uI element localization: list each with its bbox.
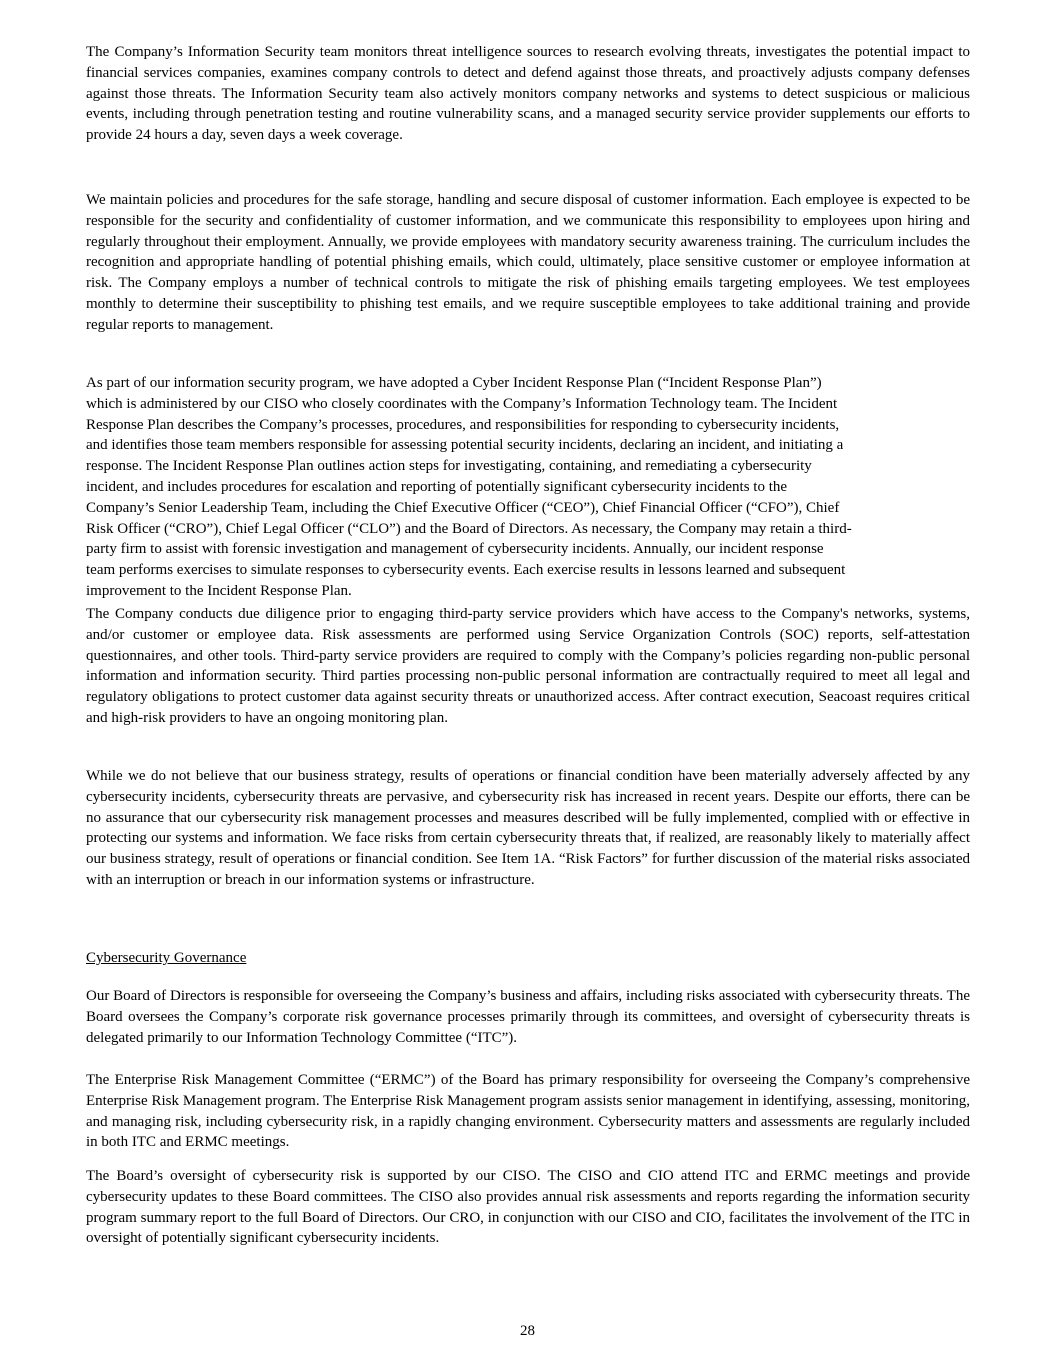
text-line: Company’s Senior Leadership Team, including the Chief Executive Officer (“CEO”), Chief Financial Officer (“CFO”), Chief: [86, 499, 840, 516]
paragraph-customer-information-policies: We maintain policies and procedures for the safe storage, handling and secure disposal of customer information. Each employee is expected to be responsible for the security and confidentiality of customer information, and we communicate this responsibility to employees upon hiring and regularly throughout their employment. Annually, we provide employees with mandatory security awareness training. The curriculum includes the recognition and appropriate handling of potential phishing emails, which could, ultimately, place sensitive customer or employee information at risk. The Company employs a number of technical controls to mitigate the risk of phishing emails targeting employees. We test employees monthly to determine their susceptibility to phishing test emails, and we require susceptible employees to take additional training and provide regular reports to management.: [86, 192, 970, 333]
text-line: Risk Officer (“CRO”), Chief Legal Officer (“CLO”) and the Board of Directors. As necessary, the Company may retain a third-: [86, 520, 852, 537]
text-line: team performs exercises to simulate responses to cybersecurity events. Each exercise results in lessons learned and subsequent: [86, 562, 846, 579]
text-line: improvement to the Incident Response Plan.: [86, 582, 352, 599]
paragraph-ciso-support: The Board’s oversight of cybersecurity risk is supported by our CISO. The CISO and CIO attend ITC and ERMC meetings and provide cybersecurity updates to these Board committees. The CISO also provides annual risk assessments and reports regarding the information security program summary report to the full Board of Directors. Our CRO, in conjunction with our CISO and CIO, facilitates the involvement of the ITC in oversight of potentially significant cybersecurity incidents.: [86, 1168, 970, 1247]
paragraph-threat-monitoring: The Company’s Information Security team monitors threat intelligence sources to research evolving threats, investigates the potential impact to financial services companies, examines company controls to detect and defend against those threats, and proactively adjusts company defenses against those threats. The Information Security team also actively monitors company networks and systems to detect suspicious or malicious events, including through penetration testing and routine vulnerability scans, and a managed security service provider supplements our efforts to provide 24 hours a day, seven days a week coverage.: [86, 44, 970, 144]
section-heading-cybersecurity-governance: Cybersecurity Governance: [86, 950, 247, 966]
paragraph-third-party-due-diligence: The Company conducts due diligence prior to engaging third-party service providers which have access to the Company's networks, systems, and/or customer or employee data. Risk assessments are performed using Service Organization Controls (SOC) reports, self-attestation questionnaires, and other tools. Third-party service providers are required to comply with the Company’s policies regarding non-public personal information and information security. Third parties processing non-public personal information are contractually required to meet all legal and regulatory obligations to protect customer data against security threats or unauthorized access. After contract execution, Seacoast requires critical and high-risk providers to have an ongoing monitoring plan.: [86, 606, 970, 726]
paragraph-board-oversight: Our Board of Directors is responsible for overseeing the Company’s business and affairs, including risks associated with cybersecurity threats. The Board oversees the Company’s corporate risk governance processes primarily through its committees, and oversight of cybersecurity threats is delegated primarily to our Information Technology Committee (“ITC”).: [86, 988, 970, 1046]
page-number: 28: [520, 1323, 535, 1339]
paragraph-ermc: The Enterprise Risk Management Committee (“ERMC”) of the Board has primary responsibility for overseeing the Company’s comprehensive Enterprise Risk Management program. The Enterprise Risk Management program assists senior management in identifying, assessing, monitoring, and managing risk, including cybersecurity risk, in a rapidly changing environment. Cybersecurity matters and assessments are regularly included in both ITC and ERMC meetings.: [86, 1072, 970, 1151]
text-line: Response Plan describes the Company’s processes, procedures, and responsibilities for responding to cybersecurity incidents,: [86, 416, 840, 433]
text-line: and identifies those team members responsible for assessing potential security incidents, declaring an incident, and initiating a: [86, 437, 844, 454]
text-line: As part of our information security program, we have adopted a Cyber Incident Response Plan (“Incident Response Plan”): [86, 375, 822, 391]
paragraph-risk-statement: While we do not believe that our business strategy, results of operations or financial condition have been materially adversely affected by any cybersecurity incidents, cybersecurity threats are pervasive, and cybersecurity risk has increased in recent years. Despite our efforts, there can be no assurance that our cybersecurity risk management processes and measures described will be fully implemented, complied with or effective in protecting our systems and information. We face risks from certain cybersecurity threats that, if realized, are reasonably likely to materially affect our business strategy, result of operations or financial condition. See Item 1A. “Risk Factors” for further discussion of the material risks associated with an interruption or breach in our information systems or infrastructure.: [86, 768, 970, 888]
text-line: which is administered by our CISO who closely coordinates with the Company’s Information Technology team. The Incident: [86, 395, 838, 412]
paragraph-incident-response-plan: [86, 373, 970, 602]
text-line: party firm to assist with forensic investigation and management of cybersecurity incidents. Annually, our incident response: [86, 541, 824, 558]
text-line: incident, and includes procedures for escalation and reporting of potentially significant cybersecurity incidents to the: [86, 478, 788, 495]
text-line: response. The Incident Response Plan outlines action steps for investigating, containing, and remediating a cybersecurity: [86, 458, 812, 475]
